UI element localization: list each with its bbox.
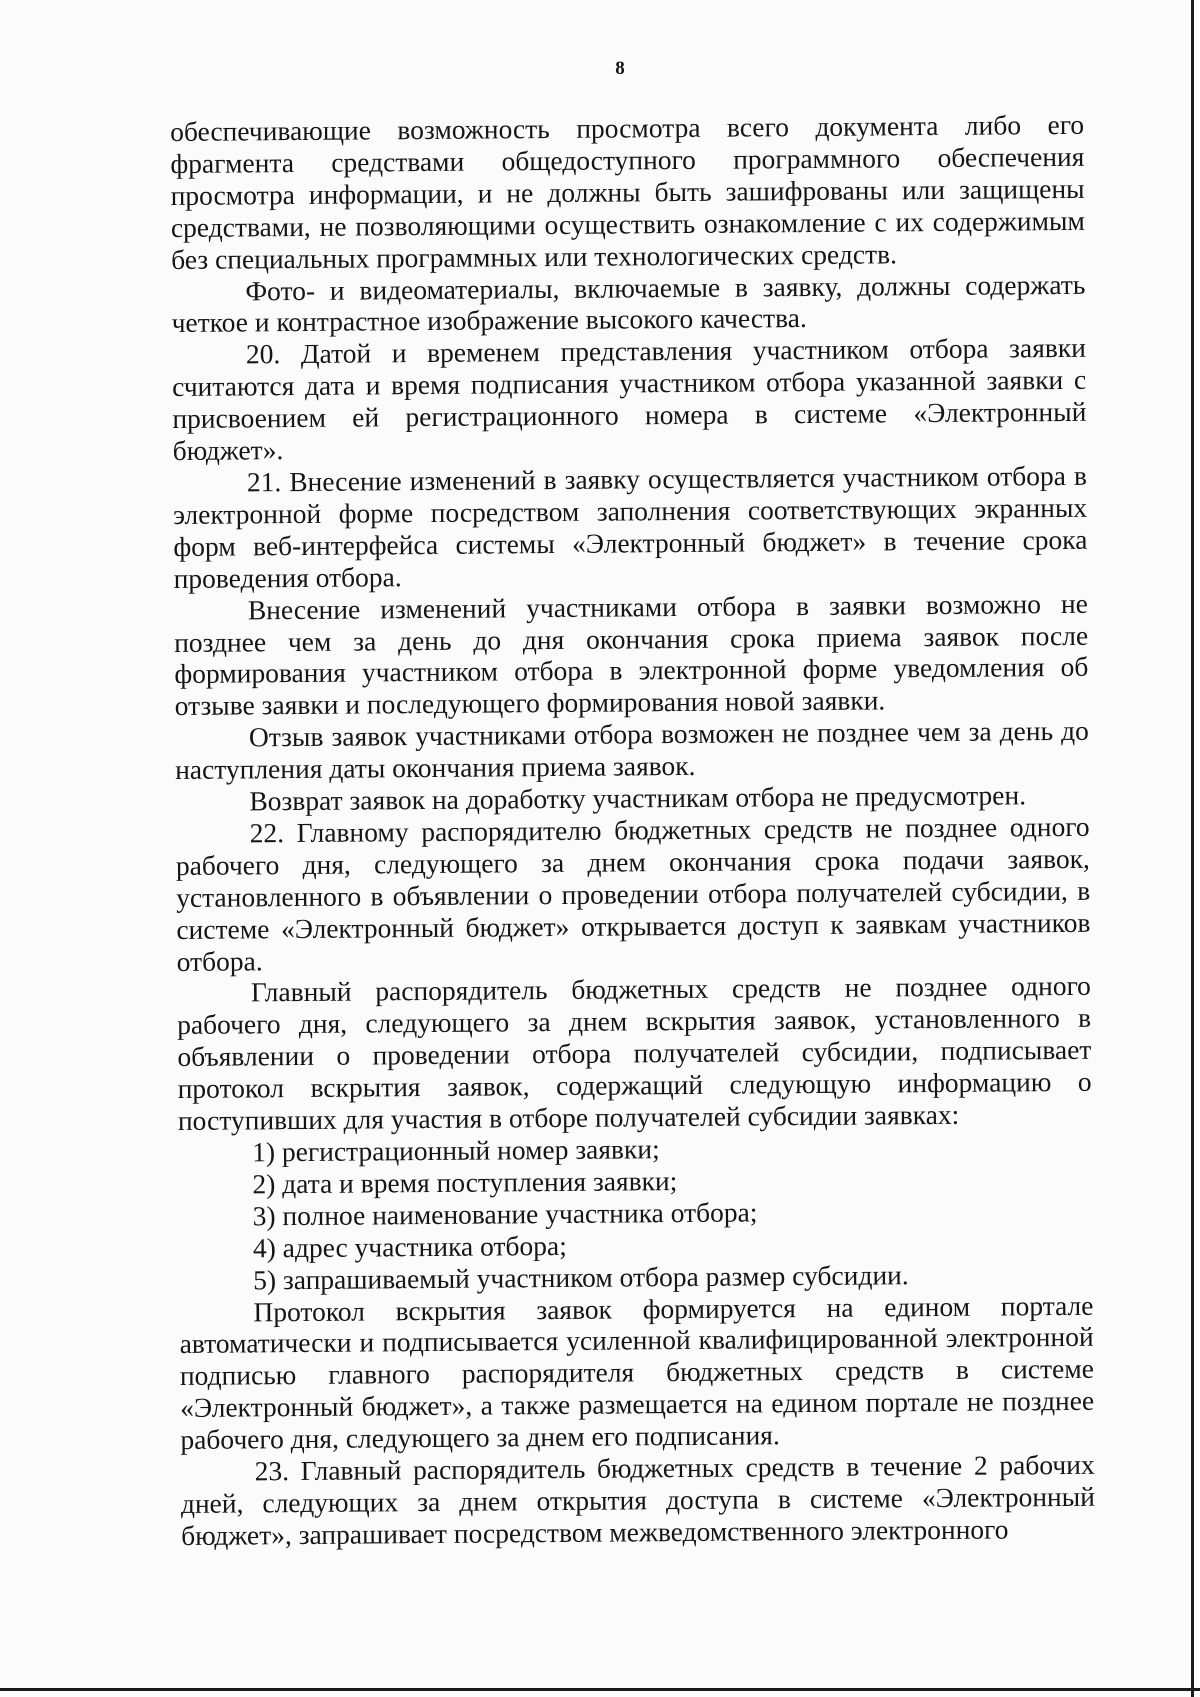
paragraph-item-20: 20. Датой и временем представления участником отбора заявки считаются дата и время подписания участником отбора указанной заявки с присвоением ей регистрационного номера в системе «Электронный бюджет». (172, 332, 1087, 467)
paragraph-protocol-forming: Протокол вскрытия заявок формируется на едином портале автоматически и подписывается усиленной квалифицированной электронной подписью главного распорядителя бюджетных средств в системе «Электронный бюджет», а также размещается на едином портале не позднее рабочего дня, следующего за днем его подписания. (179, 1289, 1095, 1456)
paragraph-item-23: 23. Главный распорядитель бюджетных средств в течение 2 рабочих дней, следующих за днем открытия доступа в системе «Электронный бюджет», запрашивает посредством межведомственного электронного (180, 1448, 1095, 1551)
page-number: 8 (615, 58, 625, 79)
document-body (170, 109, 1095, 1552)
paragraph-protocol-info: Главный распорядитель бюджетных средств не позднее одного рабочего дня, следующего за днем вскрытия заявок, установленного в объявлении о проведении отбора получателей субсидии, подписывает протокол вскрытия заявок, содержащий следующую информацию о поступивших для участия в отборе получателей субсидии заявках: (177, 970, 1092, 1137)
paragraph-item-21: 21. Внесение изменений в заявку осуществляется участником отбора в электронной форме посредством заполнения соответствующих экранных форм веб-интерфейса системы «Электронный бюджет» в течение срока проведения отбора. (173, 459, 1088, 594)
list-item-3: 3) полное наименование участника отбора; (252, 1196, 758, 1232)
paragraph-continuation: обеспечивающие возможность просмотра всего документа либо его фрагмента средствами общедоступного программного обеспечения просмотра информации, и не должны быть зашифрованы или защищены средствами, не позволяющими осуществить ознакомление с их содержимым без специальных программных или технологических средств. (170, 108, 1085, 275)
paragraph-changes: Внесение изменений участниками отбора в заявки возможно не позднее чем за день до дня окончания срока приема заявок после формирования участником отбора в электронной форме уведомления об отзыве заявки и последующего формирования новой заявки. (174, 587, 1089, 722)
paragraph-photo-video: Фото- и видеоматериалы, включаемые в заявку, должны содержать четкое и контрастное изображение высокого качества. (171, 268, 1086, 339)
paragraph-item-22: 22. Главному распорядителю бюджетных средств не позднее одного рабочего дня, следующего за днем окончания срока подачи заявок, установленного в объявлении о проведении отбора получателей субсидии, в системе «Электронный бюджет» открывается доступ к заявкам участников отбора. (175, 810, 1091, 977)
scan-edge-right (1191, 0, 1194, 1697)
scan-edge-bottom (0, 1688, 1200, 1691)
list-item-4: 4) адрес участника отбора; (252, 1229, 567, 1264)
list-item-2: 2) дата и время поступления заявки; (252, 1164, 678, 1200)
paragraph-withdrawal: Отзыв заявок участниками отбора возможен не позднее чем за день до наступления даты окончания приема заявок. (175, 715, 1089, 786)
list-item-5: 5) запрашиваемый участником отбора размер субсидии. (253, 1258, 909, 1296)
list-item-1: 1) регистрационный номер заявки; (252, 1133, 660, 1168)
paragraph-return: Возврат заявок на доработку участникам отбора не предусмотрен. (249, 779, 1027, 817)
